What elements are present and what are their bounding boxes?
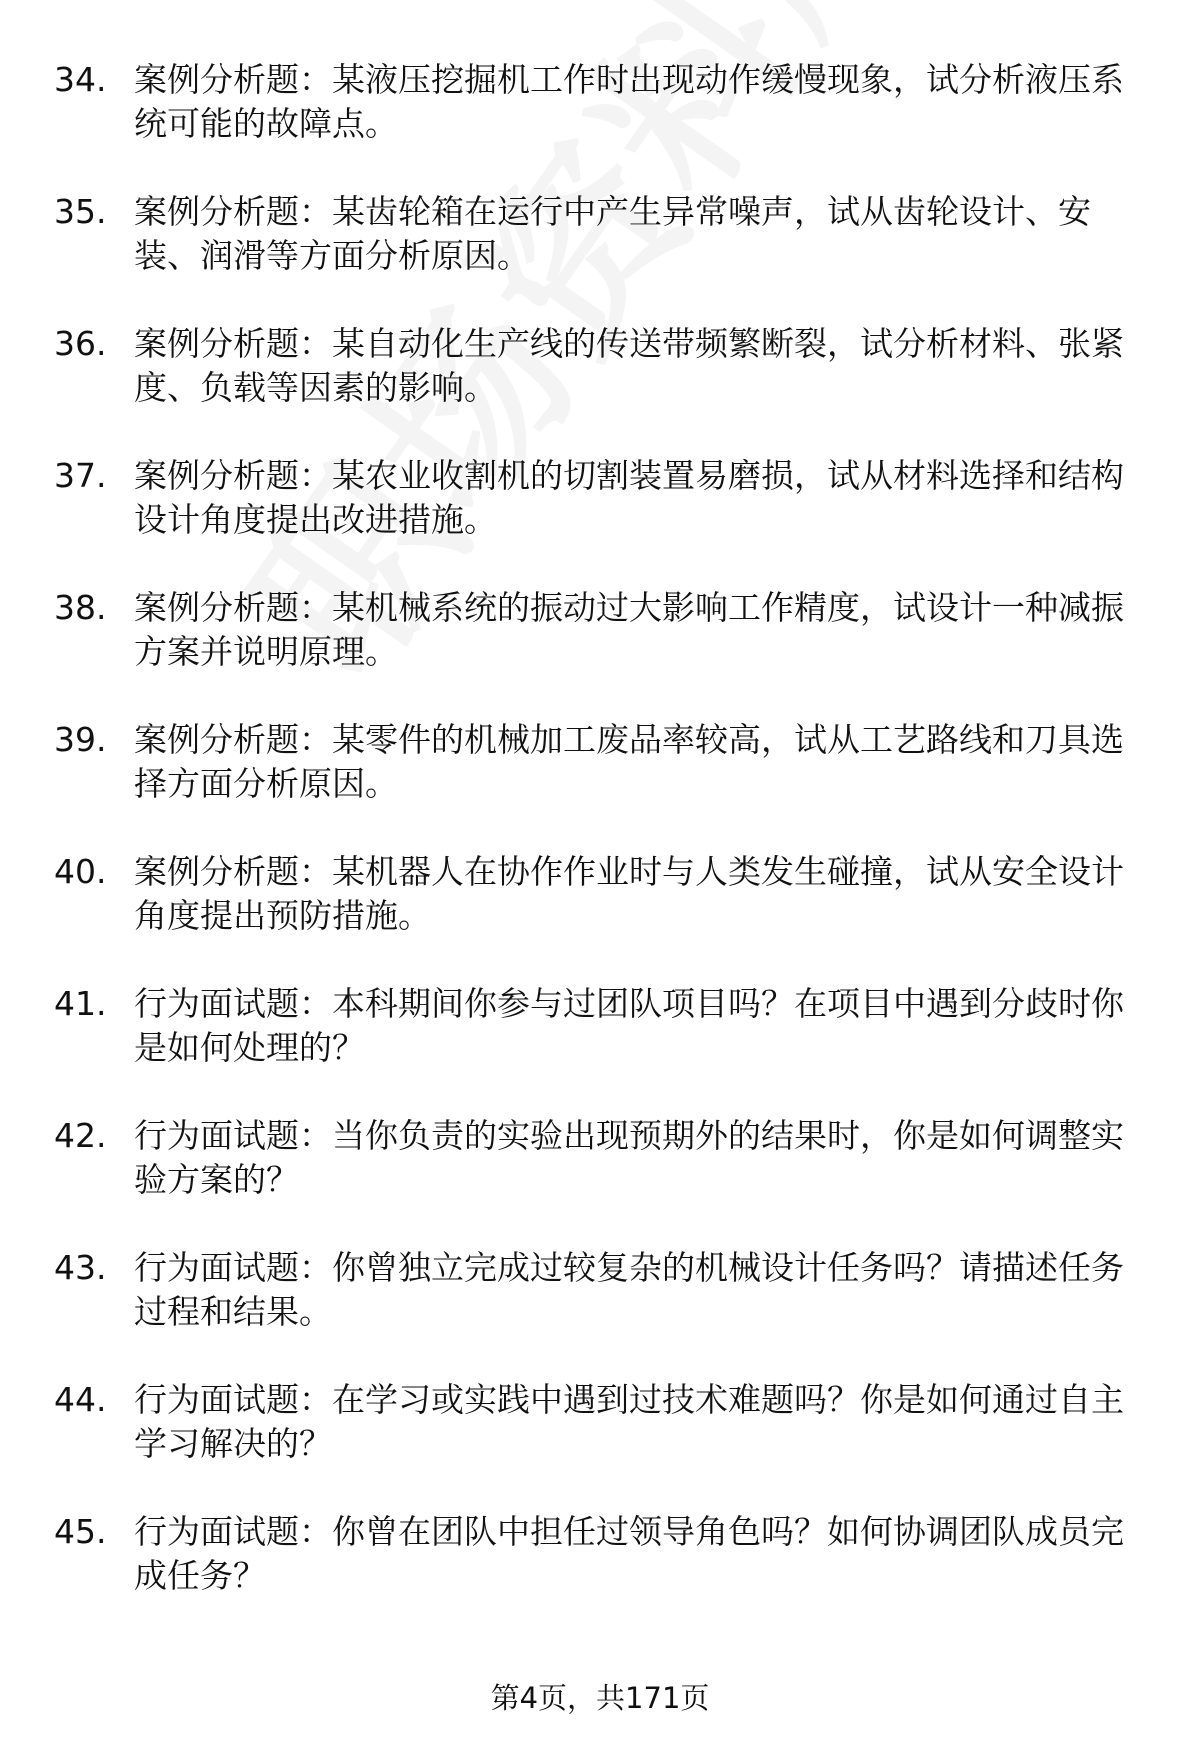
question-item — [54, 850, 1154, 935]
question-text: 案例分析题：某齿轮箱在运行中产生异常噪声，试从齿轮设计、安装、润滑等方面分析原因。 — [134, 192, 1091, 275]
question-number: 40. — [54, 852, 107, 891]
question-number: 34. — [54, 60, 107, 99]
question-item — [54, 586, 1154, 671]
page-footer: 第4页，共171页 — [490, 1681, 710, 1715]
question-list — [54, 58, 1154, 1642]
question-text: 行为面试题：你曾独立完成过较复杂的机械设计任务吗？请描述任务过程和结果。 — [134, 1248, 1124, 1331]
question-number: 39. — [54, 720, 107, 759]
question-item — [54, 58, 1154, 143]
question-number: 41. — [54, 984, 107, 1023]
question-text: 行为面试题：本科期间你参与过团队项目吗？在项目中遇到分歧时你是如何处理的？ — [134, 984, 1124, 1067]
question-item — [54, 718, 1154, 803]
question-number: 45. — [54, 1512, 107, 1551]
question-text: 行为面试题：当你负责的实验出现预期外的结果时，你是如何调整实验方案的？ — [134, 1116, 1124, 1199]
question-text: 案例分析题：某机械系统的振动过大影响工作精度，试设计一种减振方案并说明原理。 — [134, 588, 1124, 671]
question-item — [54, 1246, 1154, 1331]
question-item — [54, 1378, 1154, 1463]
question-item — [54, 322, 1154, 407]
question-item — [54, 1114, 1154, 1199]
question-number: 36. — [54, 324, 107, 363]
question-text: 行为面试题：你曾在团队中担任过领导角色吗？如何协调团队成员完成任务？ — [134, 1512, 1124, 1595]
question-text: 案例分析题：某自动化生产线的传送带频繁断裂，试分析材料、张紧度、负载等因素的影响。 — [134, 324, 1124, 407]
question-text: 案例分析题：某农业收割机的切割装置易磨损，试从材料选择和结构设计角度提出改进措施。 — [134, 456, 1124, 539]
question-number: 37. — [54, 456, 107, 495]
question-item — [54, 1510, 1154, 1595]
question-number: 43. — [54, 1248, 107, 1287]
question-item — [54, 982, 1154, 1067]
question-text: 行为面试题：在学习或实践中遇到过技术难题吗？你是如何通过自主学习解决的？ — [134, 1380, 1124, 1463]
question-text: 案例分析题：某液压挖掘机工作时出现动作缓慢现象，试分析液压系统可能的故障点。 — [134, 60, 1124, 143]
question-item — [54, 454, 1154, 539]
question-number: 42. — [54, 1116, 107, 1155]
question-number: 35. — [54, 192, 107, 231]
question-text: 案例分析题：某机器人在协作作业时与人类发生碰撞，试从安全设计角度提出预防措施。 — [134, 852, 1124, 935]
question-number: 44. — [54, 1380, 107, 1419]
question-number: 38. — [54, 588, 107, 627]
question-text: 案例分析题：某零件的机械加工废品率较高，试从工艺路线和刀具选择方面分析原因。 — [134, 720, 1124, 803]
question-item — [54, 190, 1154, 275]
